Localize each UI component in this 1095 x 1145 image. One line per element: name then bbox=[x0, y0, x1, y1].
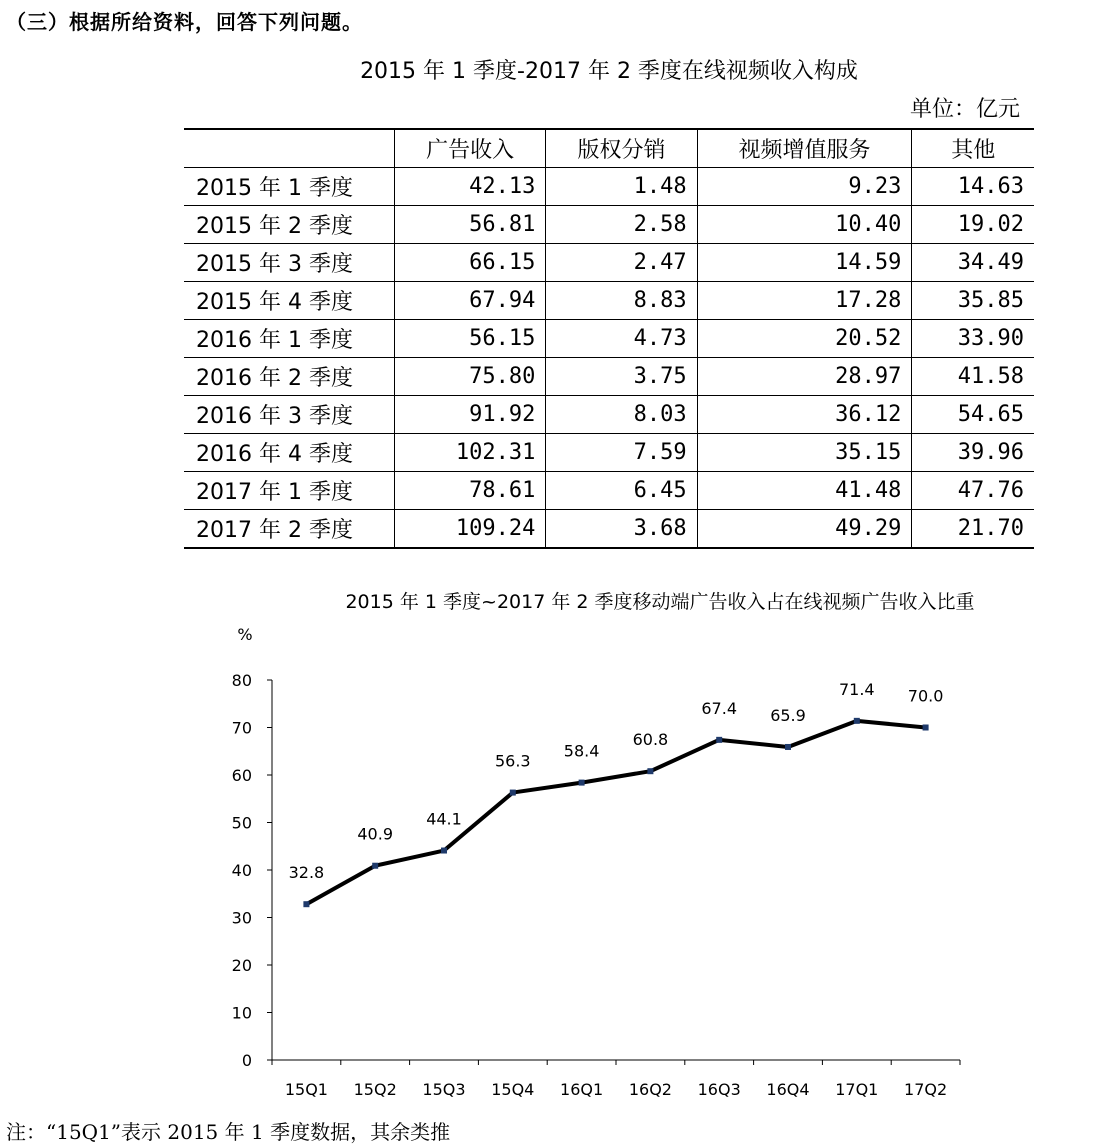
x-tick-label: 15Q4 bbox=[491, 1080, 535, 1099]
table-cell: 4.73 bbox=[546, 320, 697, 358]
data-label: 60.8 bbox=[632, 730, 669, 750]
table-cell: 67.94 bbox=[395, 282, 546, 320]
table-unit: 单位：亿元 bbox=[909, 97, 1020, 122]
table-cell: 3.75 bbox=[546, 358, 697, 396]
x-tick-label: 17Q2 bbox=[904, 1080, 948, 1099]
table-row bbox=[184, 434, 1034, 472]
table-cell: 41.48 bbox=[697, 472, 912, 510]
table-row bbox=[184, 510, 1034, 549]
table-cell: 34.49 bbox=[912, 244, 1034, 282]
table-row bbox=[184, 168, 1034, 206]
table-row bbox=[184, 396, 1034, 434]
row-label: 2016 年 3 季度 bbox=[184, 396, 395, 434]
y-tick-label: 30 bbox=[231, 908, 252, 928]
chart-title: 2015 年 1 季度~2017 年 2 季度移动端广告收入占在线视频广告收入比重 bbox=[345, 591, 975, 613]
table-cell: 28.97 bbox=[697, 358, 912, 396]
table-cell: 41.58 bbox=[912, 358, 1034, 396]
table-cell: 2.47 bbox=[546, 244, 697, 282]
footnote: 注：“15Q1”表示 2015 年 1 季度数据，其余类推 bbox=[6, 1120, 451, 1144]
data-label: 44.1 bbox=[426, 809, 462, 829]
table-cell: 2.58 bbox=[546, 206, 697, 244]
x-tick-label: 15Q3 bbox=[422, 1080, 466, 1099]
table-row bbox=[184, 320, 1034, 358]
data-label: 65.9 bbox=[770, 705, 806, 725]
table-cell: 21.70 bbox=[912, 510, 1034, 549]
table-cell: 54.65 bbox=[912, 396, 1034, 434]
table-cell: 17.28 bbox=[697, 282, 912, 320]
y-tick-label: 10 bbox=[231, 1003, 252, 1023]
table-cell: 6.45 bbox=[546, 472, 697, 510]
table-cell: 75.80 bbox=[395, 358, 546, 396]
data-point-marker bbox=[372, 863, 378, 869]
y-tick-label: 80 bbox=[231, 671, 252, 690]
table-header-cell: 其他 bbox=[912, 129, 1034, 168]
row-label: 2016 年 1 季度 bbox=[184, 320, 395, 358]
row-label: 2015 年 4 季度 bbox=[184, 282, 395, 320]
series-line bbox=[306, 721, 925, 904]
table-cell: 1.48 bbox=[546, 168, 697, 206]
table-cell: 47.76 bbox=[912, 472, 1034, 510]
table-cell: 35.85 bbox=[912, 282, 1034, 320]
table-cell: 33.90 bbox=[912, 320, 1034, 358]
table-header-cell: 视频增值服务 bbox=[697, 129, 912, 168]
line-chart-svg bbox=[0, 580, 1095, 1110]
data-label: 40.9 bbox=[357, 824, 394, 844]
row-label: 2017 年 1 季度 bbox=[184, 472, 395, 510]
table-cell: 10.40 bbox=[697, 206, 912, 244]
table-row bbox=[184, 358, 1034, 396]
y-tick-label: 50 bbox=[231, 813, 252, 833]
table-cell: 56.15 bbox=[395, 320, 546, 358]
table-cell: 3.68 bbox=[546, 510, 697, 549]
table-cell: 56.81 bbox=[395, 206, 546, 244]
table-header-cell bbox=[184, 129, 395, 168]
row-label: 2016 年 2 季度 bbox=[184, 358, 395, 396]
data-point-marker bbox=[647, 768, 653, 774]
y-tick-label: 20 bbox=[231, 956, 252, 975]
table-cell: 8.03 bbox=[546, 396, 697, 434]
y-tick-label: 0 bbox=[241, 1051, 252, 1070]
x-tick-label: 17Q1 bbox=[835, 1080, 879, 1099]
table-cell: 39.96 bbox=[912, 434, 1034, 472]
table-cell: 42.13 bbox=[395, 168, 546, 206]
table-cell: 36.12 bbox=[697, 396, 912, 434]
y-tick-label: 60 bbox=[231, 766, 252, 785]
table-row bbox=[184, 472, 1034, 510]
table-cell: 7.59 bbox=[546, 434, 697, 472]
revenue-table bbox=[184, 128, 1034, 549]
row-label: 2016 年 4 季度 bbox=[184, 434, 395, 472]
row-label: 2017 年 2 季度 bbox=[184, 510, 395, 549]
table-row bbox=[184, 206, 1034, 244]
data-point-marker bbox=[785, 744, 791, 750]
table-cell: 66.15 bbox=[395, 244, 546, 282]
table-cell: 14.59 bbox=[697, 244, 912, 282]
table-cell: 19.02 bbox=[912, 206, 1034, 244]
table-header-cell: 广告收入 bbox=[395, 129, 546, 168]
table-header-cell: 版权分销 bbox=[546, 129, 697, 168]
x-tick-label: 16Q4 bbox=[766, 1080, 810, 1099]
x-tick-label: 16Q2 bbox=[628, 1080, 672, 1099]
data-label: 70.0 bbox=[907, 686, 944, 706]
table-cell: 102.31 bbox=[395, 434, 546, 472]
table-cell: 8.83 bbox=[546, 282, 697, 320]
table-row bbox=[184, 244, 1034, 282]
x-tick-label: 15Q2 bbox=[353, 1080, 397, 1099]
data-point-marker bbox=[923, 725, 929, 731]
y-tick-label: 40 bbox=[231, 861, 252, 880]
data-label: 32.8 bbox=[288, 863, 325, 883]
y-tick-label: 70 bbox=[231, 718, 252, 738]
data-point-marker bbox=[510, 790, 516, 796]
data-label: 56.3 bbox=[494, 751, 531, 771]
section-heading: （三）根据所给资料，回答下列问题。 bbox=[6, 10, 363, 34]
x-tick-label: 16Q1 bbox=[560, 1080, 604, 1099]
data-point-marker bbox=[303, 901, 309, 907]
data-point-marker bbox=[716, 737, 722, 743]
table-cell: 20.52 bbox=[697, 320, 912, 358]
row-label: 2015 年 2 季度 bbox=[184, 206, 395, 244]
x-tick-label: 15Q1 bbox=[284, 1080, 328, 1099]
table-row bbox=[184, 282, 1034, 320]
data-point-marker bbox=[579, 780, 585, 786]
table-header-row bbox=[184, 129, 1034, 168]
data-point-marker bbox=[441, 848, 447, 854]
row-label: 2015 年 1 季度 bbox=[184, 168, 395, 206]
line-chart bbox=[0, 580, 1095, 1110]
table-cell: 109.24 bbox=[395, 510, 546, 549]
table-cell: 49.29 bbox=[697, 510, 912, 549]
row-label: 2015 年 3 季度 bbox=[184, 244, 395, 282]
table-title: 2015 年 1 季度-2017 年 2 季度在线视频收入构成 bbox=[360, 59, 858, 84]
table-cell: 91.92 bbox=[395, 396, 546, 434]
data-label: 71.4 bbox=[838, 679, 875, 699]
data-label: 58.4 bbox=[563, 741, 600, 761]
y-axis-unit-label: % bbox=[237, 625, 253, 644]
data-point-marker bbox=[854, 718, 860, 724]
table-cell: 78.61 bbox=[395, 472, 546, 510]
table-cell: 35.15 bbox=[697, 434, 912, 472]
table-cell: 14.63 bbox=[912, 168, 1034, 206]
table-cell: 9.23 bbox=[697, 168, 912, 206]
data-label: 67.4 bbox=[701, 698, 738, 718]
x-tick-label: 16Q3 bbox=[697, 1080, 741, 1099]
